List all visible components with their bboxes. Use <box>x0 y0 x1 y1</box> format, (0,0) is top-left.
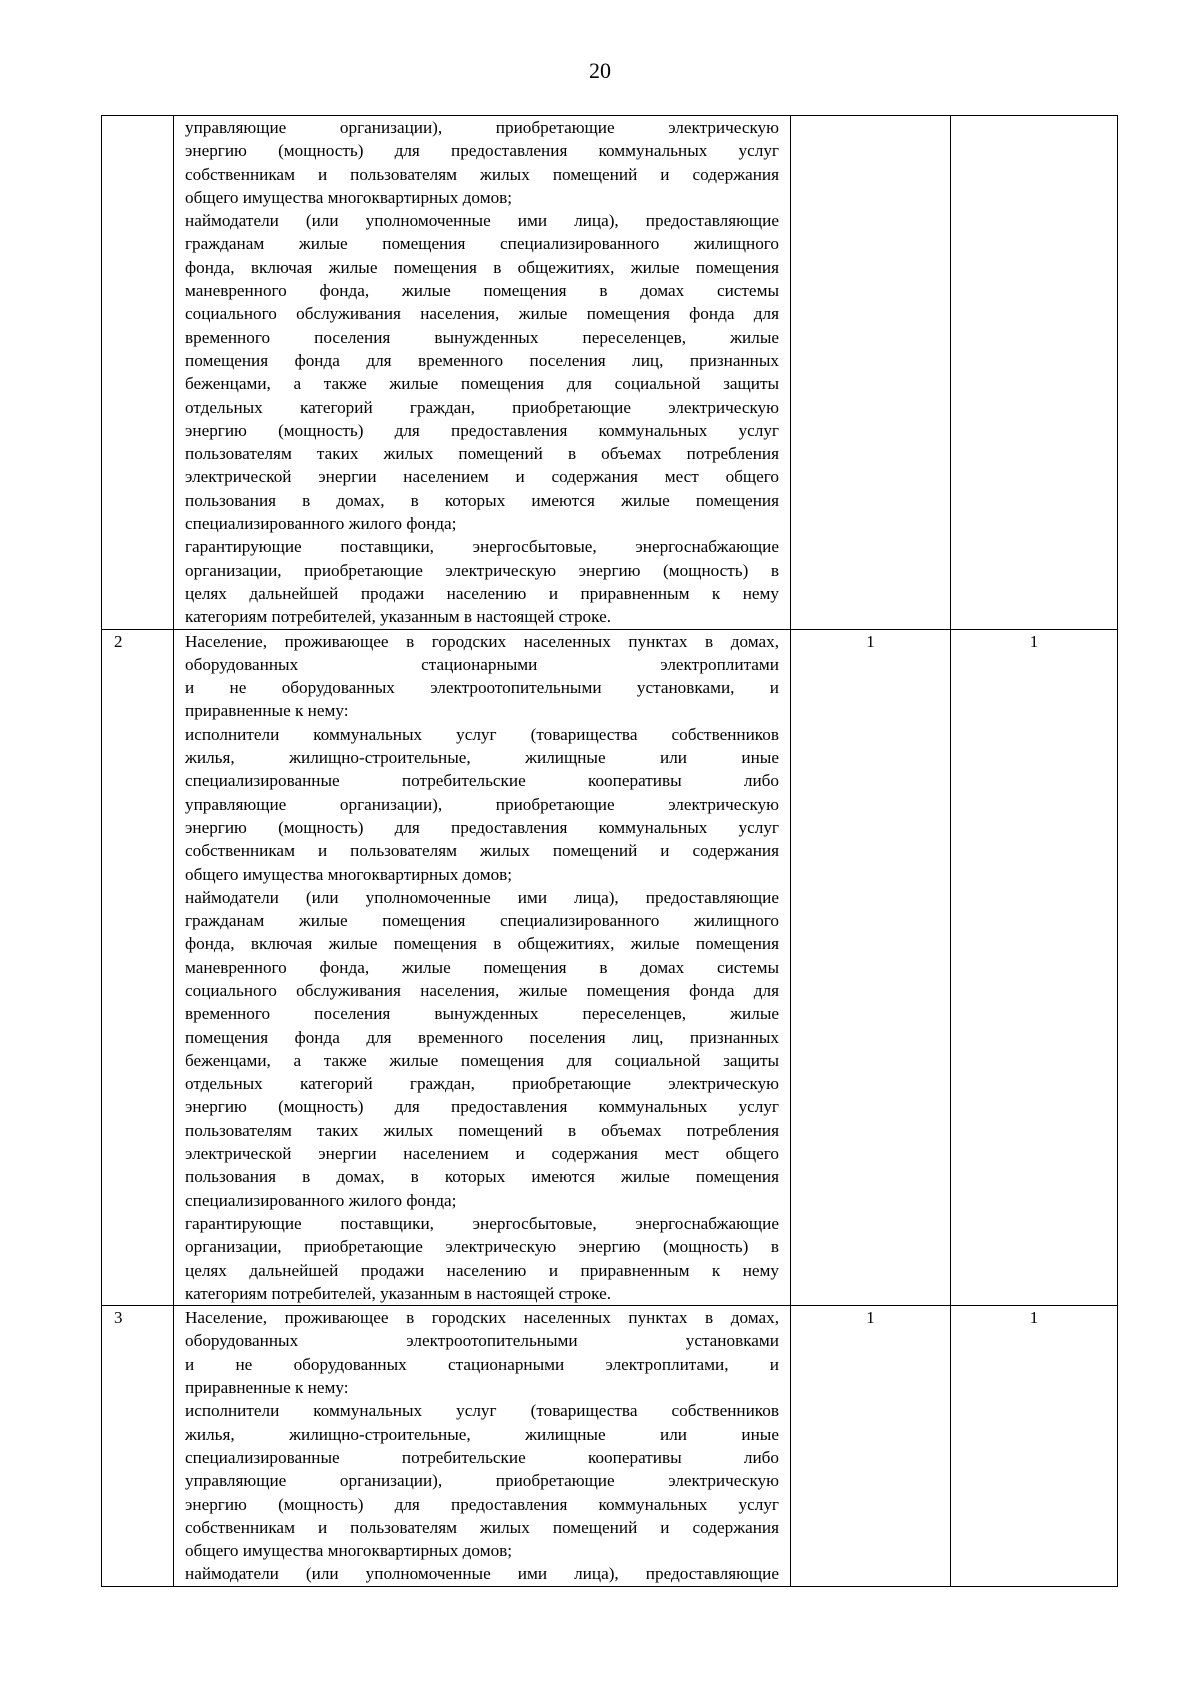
text-line: пользования в домах, в которых имеются жилые помещения <box>185 490 779 510</box>
text-line: фонда, включая жилые помещения в общежитиях, жилые помещения <box>185 934 779 954</box>
text-line: общего имущества многоквартирных домов; <box>185 187 513 207</box>
row-number-cell: 3 <box>102 1306 174 1587</box>
text-line: исполнители коммунальных услуг (товарищества собственников <box>185 724 779 744</box>
text-line: гражданам жилые помещения специализированного жилищного <box>185 911 779 931</box>
text-line: наймодатели (или уполномоченные ими лица), предоставляющие <box>185 887 779 907</box>
value-cell-1: 1 <box>791 1306 951 1587</box>
text-line: специализированного жилого фонда; <box>185 514 457 534</box>
text-line: беженцами, а также жилые помещения для социальной защиты <box>185 1050 779 1070</box>
consumer-description-cell <box>174 629 791 1306</box>
value-cell-2 <box>951 116 1118 630</box>
text-line: категориям потребителей, указанным в настоящей строке. <box>185 607 612 627</box>
table-row <box>102 629 1118 1306</box>
text-line: энергию (мощность) для предоставления коммунальных услуг <box>185 1494 779 1514</box>
text-line: социального обслуживания населения, жилые помещения фонда для <box>185 980 779 1000</box>
text-line: управляющие организации), приобретающие электрическую <box>185 118 779 137</box>
text-line: управляющие организации), приобретающие электрическую <box>185 794 779 814</box>
text-line: наймодатели (или уполномоченные ими лица), предоставляющие <box>185 1564 779 1584</box>
text-line: маневренного фонда, жилые помещения в домах системы <box>185 957 779 977</box>
text-line: Население, проживающее в городских населенных пунктах в домах, <box>185 1308 779 1328</box>
text-line: целях дальнейшей продажи населению и приравненным к нему <box>185 583 779 603</box>
text-line: помещения фонда для временного поселения лиц, признанных <box>185 1027 779 1047</box>
text-line: пользователям таких жилых помещений в объемах потребления <box>185 444 779 464</box>
text-line: фонда, включая жилые помещения в общежитиях, жилые помещения <box>185 257 779 277</box>
table-body <box>102 116 1118 1587</box>
text-line: общего имущества многоквартирных домов; <box>185 864 513 884</box>
text-line: специализированные потребительские кооперативы либо <box>185 771 779 791</box>
text-line: и не оборудованных электроотопительными установками, и <box>185 678 779 698</box>
text-line: общего имущества многоквартирных домов; <box>185 1541 513 1561</box>
text-line: временного поселения вынужденных переселенцев, жилые <box>185 1004 779 1024</box>
text-line: организации, приобретающие электрическую энергию (мощность) в <box>185 1237 779 1257</box>
text-line: специализированного жилого фонда; <box>185 1190 457 1210</box>
text-line: пользования в домах, в которых имеются жилые помещения <box>185 1167 779 1187</box>
row-number-cell <box>102 116 174 630</box>
text-line: оборудованных стационарными электроплитами <box>185 654 779 674</box>
text-line: маневренного фонда, жилые помещения в домах системы <box>185 281 779 301</box>
text-line: управляющие организации), приобретающие электрическую <box>185 1471 779 1491</box>
text-line: отдельных категорий граждан, приобретающие электрическую <box>185 397 779 417</box>
page-number: 20 <box>589 58 611 83</box>
text-line: электрической энергии населением и содержания мест общего <box>185 467 779 487</box>
text-line: социального обслуживания населения, жилые помещения фонда для <box>185 304 779 324</box>
text-line: приравненные к нему: <box>185 701 349 721</box>
row-number-cell: 2 <box>102 629 174 1306</box>
value-cell-1 <box>791 116 951 630</box>
text-line: энергию (мощность) для предоставления коммунальных услуг <box>185 141 779 161</box>
text-line: специализированные потребительские кооперативы либо <box>185 1447 779 1467</box>
text-line: временного поселения вынужденных переселенцев, жилые <box>185 327 779 347</box>
text-line: организации, приобретающие электрическую энергию (мощность) в <box>185 560 779 580</box>
text-line: исполнители коммунальных услуг (товарищества собственников <box>185 1401 779 1421</box>
value-cell-2: 1 <box>951 1306 1118 1587</box>
text-line: приравненные к нему: <box>185 1378 349 1398</box>
table-row <box>102 116 1118 630</box>
consumer-description-cell <box>174 1306 791 1587</box>
text-line: помещения фонда для временного поселения лиц, признанных <box>185 350 779 370</box>
text-line: гарантирующие поставщики, энергосбытовые, энергоснабжающие <box>185 1213 779 1233</box>
value-cell-1: 1 <box>791 629 951 1306</box>
text-line: энергию (мощность) для предоставления коммунальных услуг <box>185 420 779 440</box>
text-line: целях дальнейшей продажи населению и приравненным к нему <box>185 1260 779 1280</box>
text-line: гарантирующие поставщики, энергосбытовые, энергоснабжающие <box>185 537 779 557</box>
text-line: и не оборудованных стационарными электроплитами, и <box>185 1354 779 1374</box>
table-row <box>102 1306 1118 1587</box>
text-line: жилья, жилищно-строительные, жилищные или иные <box>185 1424 779 1444</box>
text-line: собственникам и пользователям жилых помещений и содержания <box>185 164 779 184</box>
text-line: пользователям таких жилых помещений в объемах потребления <box>185 1120 779 1140</box>
text-line: жилья, жилищно-строительные, жилищные или иные <box>185 748 779 768</box>
text-line: наймодатели (или уполномоченные ими лица), предоставляющие <box>185 211 779 231</box>
value-cell-2: 1 <box>951 629 1118 1306</box>
text-line: отдельных категорий граждан, приобретающие электрическую <box>185 1074 779 1094</box>
text-line: энергию (мощность) для предоставления коммунальных услуг <box>185 817 779 837</box>
text-line: электрической энергии населением и содержания мест общего <box>185 1144 779 1164</box>
text-line: энергию (мощность) для предоставления коммунальных услуг <box>185 1097 779 1117</box>
text-line: оборудованных электроотопительными установками <box>185 1331 779 1351</box>
text-line: собственникам и пользователям жилых помещений и содержания <box>185 841 779 861</box>
consumer-description-cell <box>174 116 791 630</box>
text-line: Население, проживающее в городских населенных пунктах в домах, <box>185 631 779 651</box>
text-line: собственникам и пользователям жилых помещений и содержания <box>185 1517 779 1537</box>
text-line: гражданам жилые помещения специализированного жилищного <box>185 234 779 254</box>
text-line: категориям потребителей, указанным в настоящей строке. <box>185 1283 612 1303</box>
tariff-consumer-table <box>101 115 1118 1587</box>
text-line: беженцами, а также жилые помещения для социальной защиты <box>185 374 779 394</box>
